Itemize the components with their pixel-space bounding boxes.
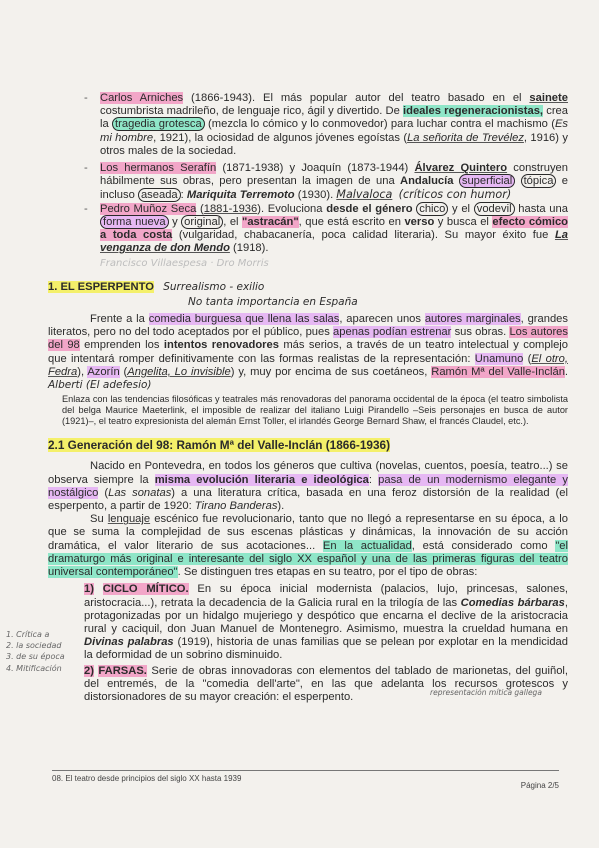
work-title: Es mi hombre	[100, 118, 568, 144]
keyword: sainete	[529, 92, 568, 104]
work-title: Divinas palabras	[84, 636, 174, 649]
keyword: Andalucía	[400, 175, 454, 188]
circled-keyword: aseada	[138, 188, 181, 202]
handwritten-note: (críticos con humor)	[398, 188, 512, 202]
author-dates: 1881-1936	[203, 202, 258, 215]
work-title: Angelita, Lo invisible	[127, 365, 231, 378]
body-text: En su época inicial modernista (palacios, lujo, princesas, salones, aristocracia...), retrata la decadencia de la Galicia rural en la trilogía de las	[84, 583, 569, 609]
bullet-arniches	[48, 92, 568, 158]
author-dates: (1866-1943).	[183, 92, 264, 104]
list-label: FARSAS.	[98, 664, 147, 677]
bullet-quintero	[48, 162, 568, 203]
body-text: (vulgaridad, chabacanería, poca calidad literaria). Su mayor éxito fue	[172, 229, 555, 242]
circled-keyword: superficial	[459, 174, 515, 188]
work-title: Tirano Banderas	[194, 500, 278, 513]
subsection-title: 2.1 Generación del 98: Ramón Mª del Valle-Inclán (1866-1936)	[48, 438, 391, 453]
margin-note: 4. Mitificación	[6, 664, 62, 673]
body-text: , protagonizadas por un hidalgo mujeriego y despótico que encarna el declive de la aristocracia rural y caciquil, don Juan Manuel de Montenegro. Asimismo, muestra la crueldad humana en	[84, 596, 568, 635]
handwritten-note: Surrealismo - exilio	[163, 280, 265, 293]
margin-note: 3. de su época	[6, 652, 65, 661]
body-text: (	[98, 486, 109, 499]
list-item-ciclo-mitico	[48, 583, 568, 662]
body-text: , 1916) y otros males de la sociedad.	[100, 131, 568, 157]
keyword-highlight: efecto cómico a toda costa	[100, 215, 569, 242]
body-text: ). Evoluciona	[257, 202, 327, 215]
author-name: Pedro Muñoz Seca	[100, 202, 197, 215]
body-text: ) a una literatura crítica, basada en una feroz distorsión de la realidad (el esperpento, a partir de 1920:	[48, 486, 568, 513]
keyword-highlight: ideales regeneracionistas,	[403, 105, 544, 118]
handwritten-note: Alberti (El adefesio)	[48, 379, 152, 392]
handwritten-note: No tanta importancia en España	[188, 295, 358, 308]
body-text: :	[368, 473, 379, 486]
list-item-farsas	[48, 665, 568, 705]
body-text: El más popular autor del teatro basado en el	[263, 92, 530, 104]
body-text: , grandes literatos, pero no del todo aceptados por el público, pues	[48, 313, 568, 339]
handwritten-note: Malvaloca	[336, 188, 393, 202]
keyword-highlight: "astracán"	[242, 215, 299, 228]
margin-note: 2. la sociedad	[6, 641, 62, 650]
body-text: desde el género	[326, 202, 417, 215]
section-title: 1. EL ESPERPENTO	[48, 280, 154, 293]
body-text: construyen hábilmente sus obras, pero presentan la imagen de una	[100, 162, 568, 188]
section-heading	[48, 281, 568, 294]
body-text: y busca el	[434, 215, 493, 228]
keyword: intentos renovadores	[163, 339, 279, 352]
highlight: Unamuno	[474, 352, 524, 365]
document-body	[48, 92, 568, 704]
body-text: (1918).	[229, 242, 269, 255]
body-text: y	[168, 215, 182, 228]
body-text: (1871-1938) y Joaquín (1873-1944)	[216, 162, 415, 175]
body-text: emprenden los	[79, 339, 164, 352]
circled-keyword: forma nueva	[100, 215, 169, 229]
highlight: pasa de un modernismo elegante y nostálgico	[48, 473, 569, 499]
page-number: Página 2/5	[520, 781, 559, 790]
ghost-handwriting: Francisco Villaespesa · Dro Morris	[100, 258, 269, 270]
list-label: CICLO MÍTICO.	[102, 583, 189, 596]
keyword: Álvarez Quintero	[414, 162, 508, 175]
highlight: Ramón Mª del Valle-Inclán	[431, 365, 565, 378]
author-name: Los hermanos Serafín	[100, 162, 217, 175]
circled-keyword: chico	[416, 202, 448, 216]
body-text: (	[119, 365, 128, 378]
paragraph-valle-inclan	[48, 460, 568, 513]
paragraph-lenguaje	[48, 513, 568, 579]
paragraph-esperpento-intro	[48, 313, 568, 392]
body-text: Su	[90, 513, 108, 526]
keyword: verso	[404, 215, 435, 228]
margin-note: 1. Crítica a	[6, 630, 50, 639]
body-text: .	[564, 365, 569, 378]
list-number: 1)	[84, 583, 94, 596]
body-text: , está considerado como	[411, 539, 556, 552]
body-text: e incluso	[100, 175, 569, 202]
body-text: crea la	[100, 105, 568, 131]
circled-keyword: tragedia grotesca	[112, 117, 205, 131]
margin-note: representación mítica gallega	[430, 688, 542, 697]
body-text: y el	[448, 202, 474, 215]
body-text: más serios, a través de un teatro intelectual y complejo que intentará romper definitivamente con las formas realistas de la representación:	[48, 339, 568, 365]
subsection-heading	[48, 439, 568, 452]
author-name: Carlos Arniches	[100, 92, 184, 104]
body-text: hasta una	[514, 202, 568, 215]
work-title: Mariquita Terremoto	[186, 189, 295, 202]
body-text: Nacido en Pontevedra, en todos los géneros que cultiva (novelas, cuentos, poesía, teatro...) se observa siempre la	[48, 460, 568, 486]
body-text: ).	[277, 500, 285, 513]
body-text: , 1921), la ociosidad de algunos jóvenes egoístas (	[153, 131, 408, 144]
body-text: (1919), historia de unas familias que se pelean por explotar en la mendicidad la deformidad de un sobrino disminuido.	[84, 636, 569, 662]
circled-keyword: tópica	[521, 174, 557, 188]
work-title: El otro, Fedra	[48, 352, 568, 378]
work-title: Comedias bárbaras	[460, 596, 565, 609]
highlight: apenas podían estrenar	[333, 326, 452, 339]
highlight: Azorín	[87, 365, 120, 378]
body-text: (	[523, 352, 532, 365]
body-text: . Se distinguen tres etapas en su teatro, por el tipo de obras:	[177, 566, 478, 579]
body-text: (	[196, 202, 204, 215]
highlight: "el dramaturgo más original e interesante del siglo XX español y una de las primeras figuras del teatro universal contemporáneo"	[48, 539, 568, 579]
highlight: comedia burguesa que llena las salas	[148, 313, 340, 326]
body-text: sus obras.	[451, 326, 510, 339]
circled-keyword: vodevil	[474, 202, 515, 216]
body-text: :	[180, 189, 187, 202]
bullet-munoz-seca	[48, 203, 568, 256]
body-text: ),	[77, 365, 88, 378]
body-text: (mezcla lo cómico y lo conmovedor) para luchar contra el machismo (	[204, 118, 555, 131]
page-footer	[52, 770, 559, 790]
work-title: Las sonatas	[108, 486, 172, 499]
body-text: Serie de obras innovadoras con elementos del tablado de marionetas, del guiñol, del entremés, de la "comedia dell'arte", en las que adelanta los recursos grotescos y distorsionadores de su mayor creación: el esperpento.	[84, 664, 569, 703]
body-text: costumbrista madrileño, de lenguaje rico, ágil y divertido. De	[100, 105, 404, 118]
body-text: Frente a la	[90, 313, 149, 326]
highlight: En la actualidad	[322, 539, 412, 552]
work-title: La venganza de don Mendo	[100, 229, 569, 255]
body-text: escénico fue revolucionario, tanto que no llegó a representarse en su época, a lo que se suma la complejidad de sus escenas plásticas y dinámicas, la innovación de su acción dramática, el valor literario de sus acotaciones...	[48, 513, 568, 552]
footnote-text: Enlaza con las tendencias filosóficas y teatrales más renovadoras del panorama occidental de la época (el teatro simbolista del belga Maurice Maeterlink, el imposible de realizar del italiano Luigi Pirandello –Seis personajes en busca de autor (1921)–, el teatro expresionista del alemán Ernst Toller, el irlandés George Bernard Shaw, el francés Claudel, etc.).	[62, 394, 568, 427]
body-text: , el	[223, 215, 243, 228]
work-title: La señorita de Trevélez	[407, 131, 524, 144]
highlight: Los autores del 98	[48, 326, 568, 352]
body-text: (1930).	[294, 189, 337, 202]
highlight: misma evolución literaria e ideológica	[154, 473, 369, 486]
footer-title: 08. El teatro desde principios del siglo XX hasta 1939	[52, 774, 242, 783]
highlight: autores marginales	[424, 313, 521, 326]
body-text: , que está escrito en	[298, 215, 405, 228]
body-text: , aparecen unos	[339, 313, 425, 326]
keyword: lenguaje	[107, 513, 151, 526]
body-text: ) y, muy por encima de sus coetáneos,	[230, 365, 432, 378]
circled-keyword: original	[181, 215, 223, 229]
list-number: 2)	[84, 664, 94, 677]
